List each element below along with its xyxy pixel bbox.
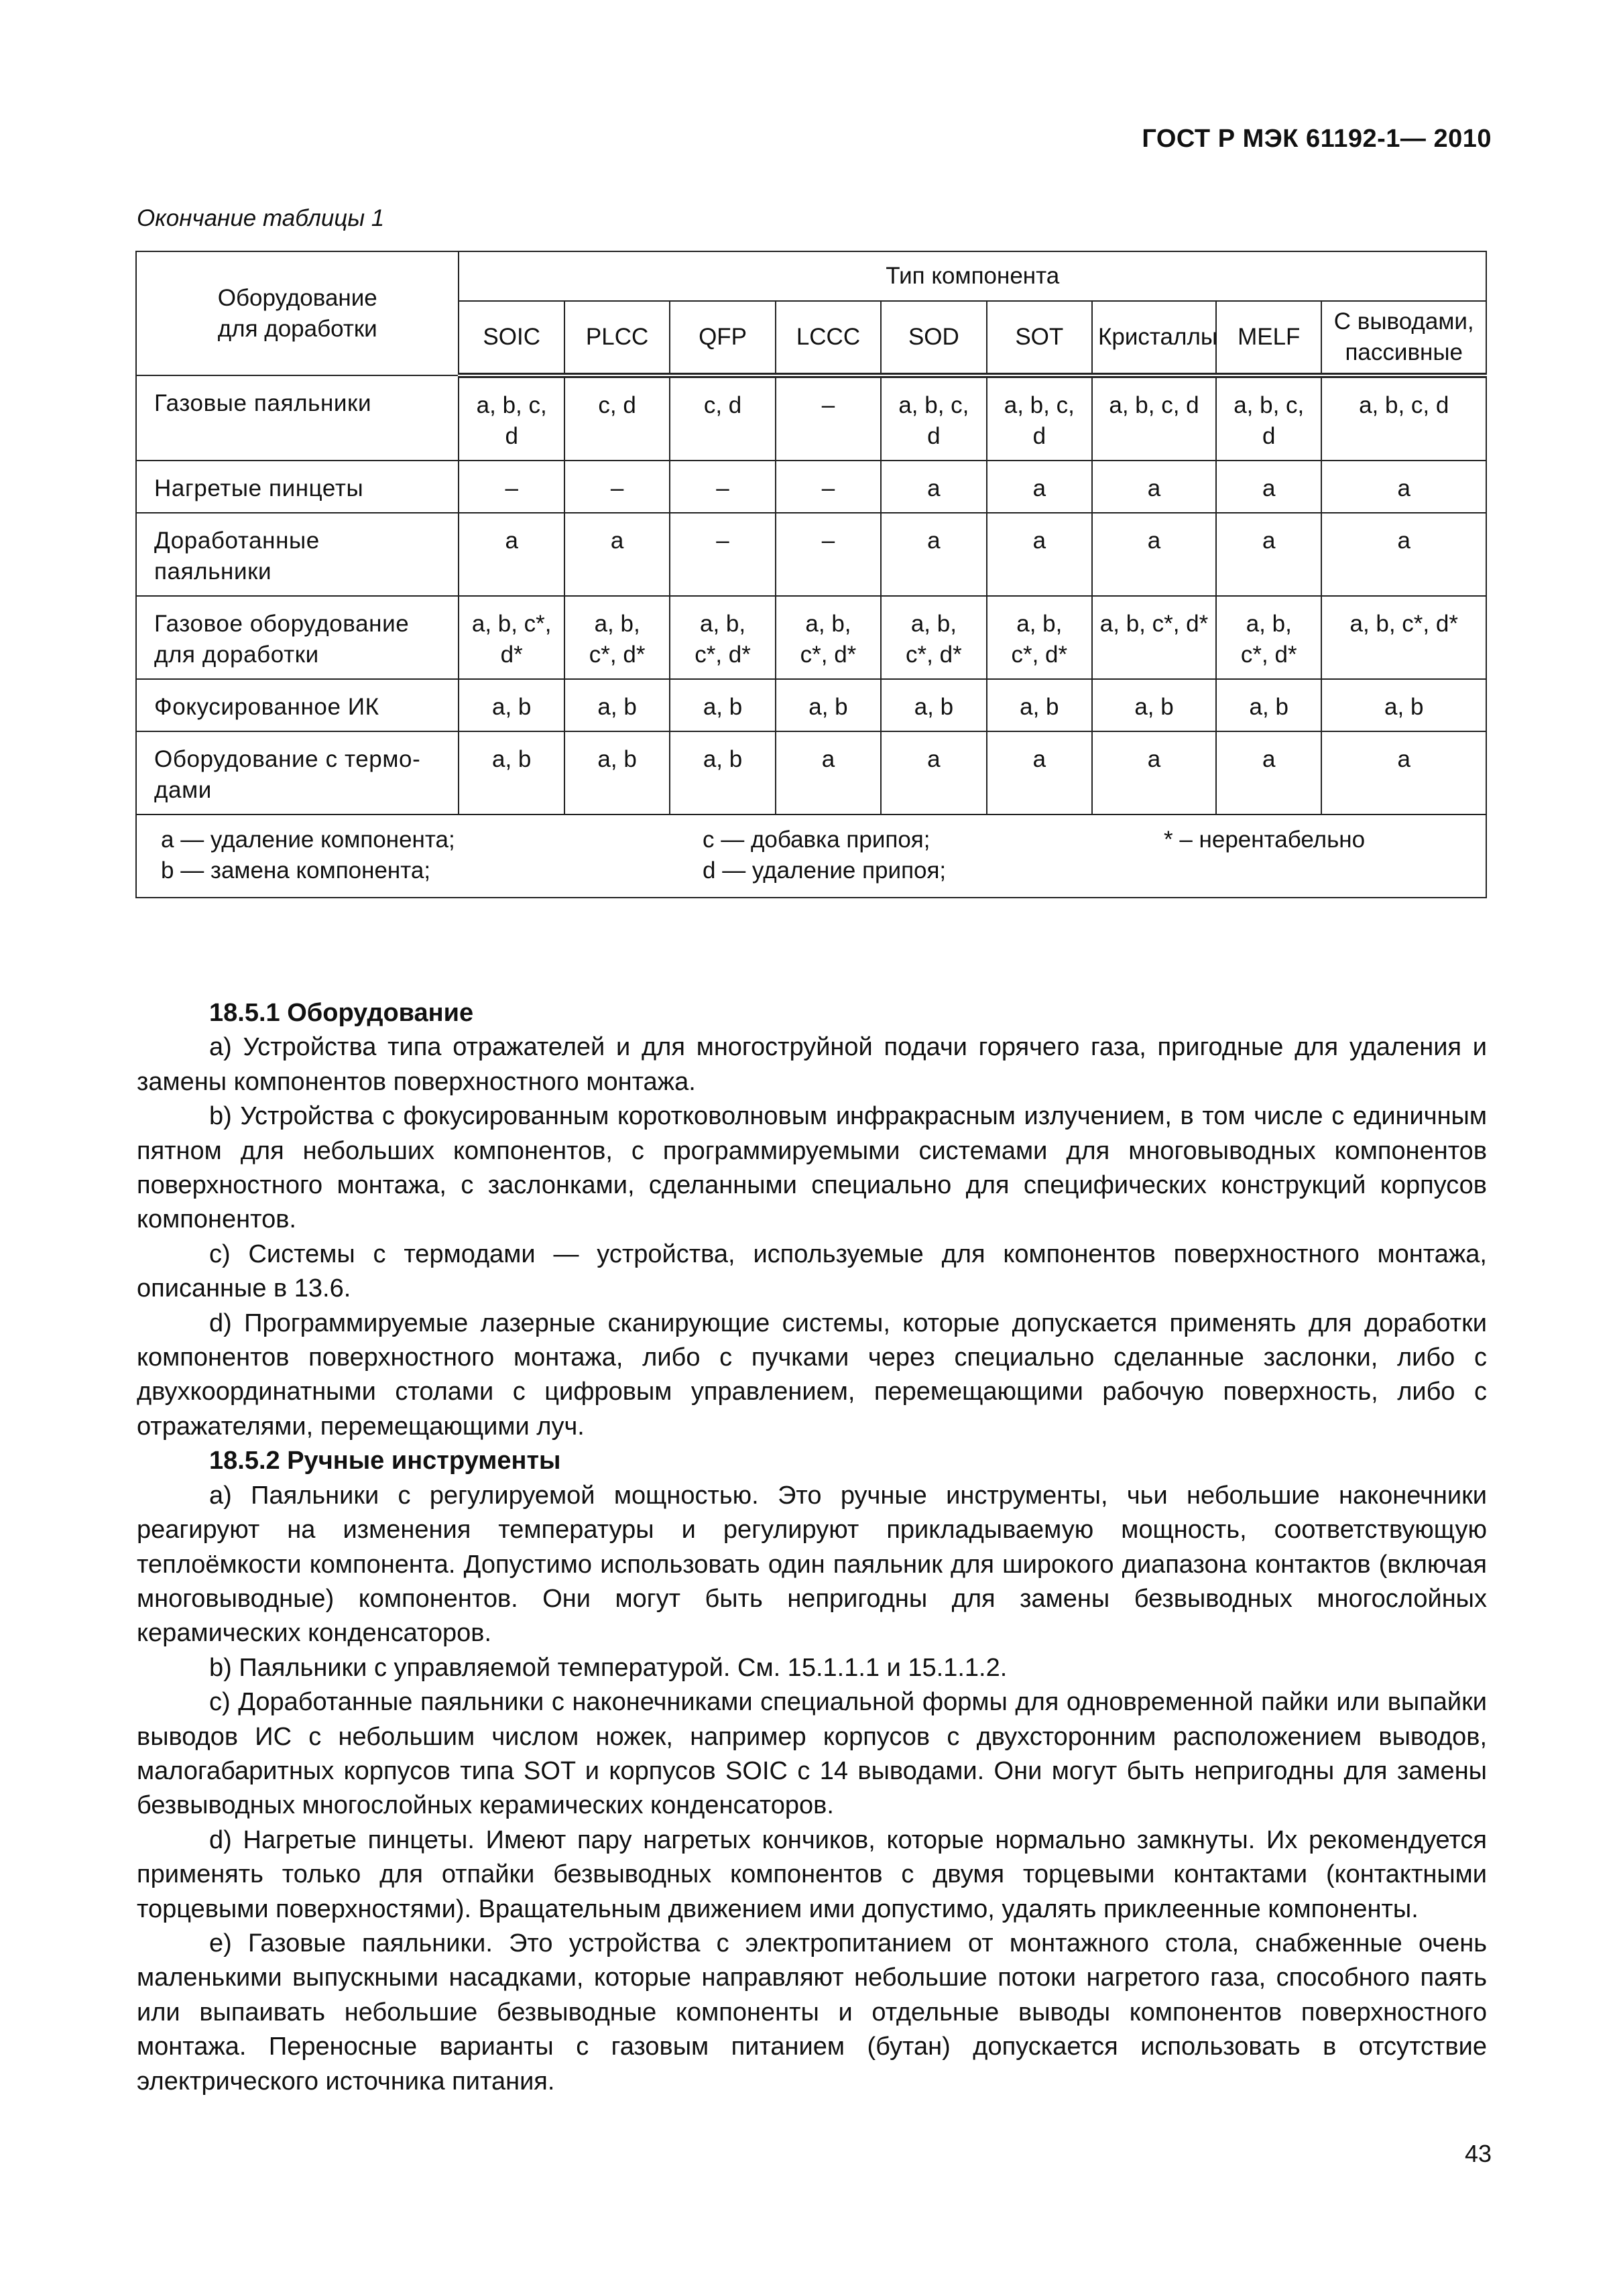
- standard-header: ГОСТ Р МЭК 61192-1— 2010: [1142, 125, 1492, 153]
- cell-line: a, b, c, d: [1359, 392, 1449, 418]
- legend-item: b — замена компонента;: [161, 857, 431, 884]
- row-label-line: Нагретые пинцеты: [154, 475, 364, 501]
- cell-line: d: [927, 423, 941, 449]
- paragraph: a) Паяльники с регулируемой мощностью. Это ручные инструменты, чьи небольшие наконечники реагируют на изменения температуры и регулируют прикладываемую мощность, соответствующую теплоёмкости компонента. Допустимо использовать один паяльник для широкого диапазона контактов (включая многовыводные) компонентов. Они могут быть непригодны для замены безвыводных многослойных керамических конденсаторов.: [137, 1481, 1487, 1648]
- cell-line: a: [1147, 528, 1161, 554]
- paragraph: c) Системы с термодами — устройства, используемые для компонентов поверхностного монтажа, описанные в 13.6.: [137, 1240, 1487, 1303]
- table-row: [136, 731, 1486, 814]
- cell-line: a: [1032, 528, 1046, 554]
- component-column-header: [987, 301, 1092, 375]
- table-cell: [1092, 596, 1216, 679]
- column-header-line: QFP: [699, 324, 747, 350]
- paragraph: d) Программируемые лазерные сканирующие системы, которые допускается применять для доработки компонентов поверхностного монтажа, либо с пучками через специально сделанные заслонки, либо с двухкоординатными столами с цифровым управлением, перемещающими рабочую поверхность, либо с отражателями, перемещающими луч.: [137, 1309, 1487, 1441]
- cell-line: a, b: [1020, 694, 1059, 720]
- section-heading: 18.5.2 Ручные инструменты: [209, 1447, 561, 1475]
- table-cell: [564, 461, 670, 513]
- column-header-line: MELF: [1238, 324, 1301, 350]
- cell-line: c, d: [598, 392, 636, 418]
- table-row: [136, 513, 1486, 596]
- row-label-line: паяльники: [154, 558, 272, 585]
- cell-line: a, b: [492, 746, 532, 772]
- cell-line: d: [1262, 423, 1276, 449]
- row-label-line: дами: [154, 777, 212, 803]
- table-cell: [1092, 513, 1216, 596]
- table-cell: [1321, 513, 1486, 596]
- cell-line: a, b,: [910, 611, 957, 637]
- component-rework-table: [135, 251, 1487, 898]
- cell-line: a, b, c,: [1004, 392, 1075, 418]
- legend-column: [1164, 825, 1469, 886]
- section-heading: 18.5.1 Оборудование: [209, 999, 474, 1027]
- cell-line: a, b,: [1016, 611, 1063, 637]
- table-cell: [459, 679, 564, 731]
- column-header-line: С выводами,: [1333, 308, 1474, 335]
- cell-line: –: [821, 475, 835, 501]
- table-row: [136, 461, 1486, 513]
- paragraph: b) Устройства с фокусированным коротковолновым инфракрасным излучением, в том числе с единичным пятном для небольших компонентов, с программируемыми системами для многовыводных компонентов поверхностного монтажа, с заслонками, сделанными специально для специфических конструкций корпусов компонентов.: [137, 1102, 1487, 1234]
- table-row: [136, 596, 1486, 679]
- table-legend: [136, 814, 1486, 898]
- cell-line: a, b, c*, d*: [1099, 611, 1209, 637]
- table-cell: [564, 513, 670, 596]
- cell-line: c*, d*: [906, 642, 962, 668]
- equipment-column-header: [136, 251, 459, 375]
- cell-line: c*, d*: [800, 642, 857, 668]
- cell-line: c*, d*: [589, 642, 646, 668]
- cell-line: a, b,: [594, 611, 640, 637]
- table-cell: [670, 731, 775, 814]
- document-body: [137, 996, 1487, 2099]
- column-header-line: SOT: [1015, 324, 1064, 350]
- cell-line: a, b, c*,: [471, 611, 552, 637]
- table-cell: [1216, 375, 1321, 461]
- cell-line: a, b: [914, 694, 954, 720]
- cell-line: –: [716, 475, 729, 501]
- table-cell: [776, 596, 881, 679]
- cell-line: a: [1032, 475, 1046, 501]
- cell-line: a, b: [703, 694, 743, 720]
- cell-line: a, b: [1249, 694, 1288, 720]
- paragraph: d) Нагретые пинцеты. Имеют пару нагретых кончиков, которые нормально замкнуты. Их рекомендуется применять только для отпайки безвыводных компонентов с двумя торцевыми контактами (контактными торцевыми поверхностями). Вращательным движением ими допустимо, удалять приклеенные компоненты.: [137, 1825, 1487, 1923]
- cell-line: a: [1397, 528, 1410, 554]
- table-cell: [881, 596, 986, 679]
- legend-item: c — добавка припоя;: [703, 827, 930, 853]
- row-label: [136, 596, 459, 679]
- cell-line: a: [927, 475, 941, 501]
- legend-column: [703, 825, 1164, 886]
- table-cell: [1092, 731, 1216, 814]
- cell-line: a, b: [1134, 694, 1174, 720]
- row-label: [136, 731, 459, 814]
- table-cell: [881, 731, 986, 814]
- cell-line: a, b, c*, d*: [1349, 611, 1458, 637]
- cell-line: a: [821, 746, 835, 772]
- table-cell: [987, 731, 1092, 814]
- component-column-header: [670, 301, 775, 375]
- cell-line: a: [927, 746, 941, 772]
- table-cell: [459, 731, 564, 814]
- table-cell: [1216, 596, 1321, 679]
- cell-line: a, b,: [1246, 611, 1292, 637]
- legend-item: * – нерентабельно: [1164, 827, 1366, 853]
- table-cell: [987, 375, 1092, 461]
- table-cell: [670, 596, 775, 679]
- column-header-line: пассивные: [1345, 339, 1463, 365]
- row-label-line: для доработки: [154, 642, 319, 668]
- table-cell: [881, 513, 986, 596]
- column-header-line: Кристаллы: [1098, 324, 1218, 350]
- cell-line: a, b, c, d: [1109, 392, 1199, 418]
- cell-line: a: [1397, 746, 1410, 772]
- table-cell: [987, 461, 1092, 513]
- cell-line: a: [1397, 475, 1410, 501]
- cell-line: –: [505, 475, 518, 501]
- table-cell: [459, 461, 564, 513]
- equipment-header-line: Оборудование: [217, 284, 377, 311]
- row-label-line: Оборудование с термо-: [154, 746, 421, 772]
- row-label: [136, 375, 459, 461]
- paragraph: c) Доработанные паяльники с наконечниками специальной формы для одновременной пайки или выпайки выводов ИС с небольшим числом ножек, например корпусов с двухсторонним расположением выводов, малогабаритных корпусов типа SOT и корпусов SOIC с 14 выводами. Они могут быть непригодны для замены безвыводных многослойных керамических конденсаторов.: [137, 1688, 1487, 1820]
- table-cell: [564, 731, 670, 814]
- column-header-line: SOD: [908, 324, 959, 350]
- cell-line: a: [927, 528, 941, 554]
- cell-line: a: [610, 528, 624, 554]
- column-header-line: PLCC: [585, 324, 649, 350]
- cell-line: a, b, c,: [1234, 392, 1305, 418]
- table-cell: [987, 679, 1092, 731]
- paragraph: a) Устройства типа отражателей и для многоструйной подачи горячего газа, пригодные для удаления и замены компонентов поверхностного монтажа.: [137, 1033, 1487, 1096]
- table-cell: [881, 375, 986, 461]
- cell-line: a: [1032, 746, 1046, 772]
- component-column-header: [1321, 301, 1486, 375]
- cell-line: a, b,: [699, 611, 746, 637]
- column-header-line: SOIC: [483, 324, 540, 350]
- table-cell: [776, 731, 881, 814]
- component-column-header: [881, 301, 986, 375]
- paragraph: e) Газовые паяльники. Это устройства с электропитанием от монтажного стола, снабженные очень маленькими выпускными насадками, которые направляют небольшие потоки нагретого газа, способного паять или выпаивать небольшие безвыводные компоненты и отдельные выводы компонентов поверхностного монтажа. Переносные варианты с газовым питанием (бутан) допускается использовать в отсутствие электрического источника питания.: [137, 1929, 1487, 2096]
- table-cell: [1321, 375, 1486, 461]
- page-number: 43: [1464, 2140, 1492, 2167]
- table-cell: [1092, 375, 1216, 461]
- table-cell: [1216, 461, 1321, 513]
- cell-line: a: [1147, 475, 1161, 501]
- row-label: [136, 461, 459, 513]
- table-cell: [670, 679, 775, 731]
- table-cell: [1216, 731, 1321, 814]
- cell-line: a, b: [1384, 694, 1424, 720]
- cell-line: c, d: [703, 392, 742, 418]
- row-label-line: Доработанные: [154, 528, 320, 554]
- cell-line: c*, d*: [695, 642, 751, 668]
- equipment-header-line: для доработки: [217, 315, 377, 342]
- cell-line: –: [821, 392, 835, 418]
- table-cell: [1092, 461, 1216, 513]
- table-cell: [459, 596, 564, 679]
- cell-line: a: [505, 528, 518, 554]
- cell-line: a, b: [703, 746, 743, 772]
- table-cell: [1321, 596, 1486, 679]
- table-cell: [881, 679, 986, 731]
- cell-line: –: [716, 528, 729, 554]
- table-row: [136, 679, 1486, 731]
- table-cell: [564, 679, 670, 731]
- cell-line: a, b: [597, 694, 637, 720]
- table-cell: [564, 596, 670, 679]
- table-cell: [670, 513, 775, 596]
- table-cell: [776, 679, 881, 731]
- table-cell: [1321, 679, 1486, 731]
- table-cell: [564, 375, 670, 461]
- row-label-line: Газовое оборудование: [154, 611, 410, 637]
- cell-line: –: [610, 475, 624, 501]
- legend-column: [161, 825, 703, 886]
- table-cell: [1216, 513, 1321, 596]
- component-type-header: Тип компонента: [459, 251, 1486, 301]
- table-cell: [670, 375, 775, 461]
- row-label-line: Фокусированное ИК: [154, 694, 379, 720]
- cell-line: a, b,: [805, 611, 851, 637]
- row-label: [136, 679, 459, 731]
- table-cell: [459, 513, 564, 596]
- component-column-header: [459, 301, 564, 375]
- cell-line: d: [505, 423, 518, 449]
- component-column-header: [1092, 301, 1216, 375]
- cell-line: a, b, c,: [476, 392, 547, 418]
- table-cell: [1321, 731, 1486, 814]
- table-caption: Окончание таблицы 1: [137, 205, 385, 231]
- component-column-header: [776, 301, 881, 375]
- legend-item: a — удаление компонента;: [161, 827, 455, 853]
- cell-line: a, b, c,: [898, 392, 969, 418]
- column-header-line: LCCC: [796, 324, 861, 350]
- component-column-header: [1216, 301, 1321, 375]
- legend-item: d — удаление припоя;: [703, 857, 947, 884]
- table-cell: [1092, 679, 1216, 731]
- table-cell: [1321, 461, 1486, 513]
- table-row: [136, 375, 1486, 461]
- table-cell: [881, 461, 986, 513]
- cell-line: d*: [500, 642, 523, 668]
- cell-line: a: [1147, 746, 1161, 772]
- table-cell: [987, 596, 1092, 679]
- table-cell: [670, 461, 775, 513]
- row-label: [136, 513, 459, 596]
- table-cell: [776, 375, 881, 461]
- cell-line: a, b: [597, 746, 637, 772]
- cell-line: a: [1262, 528, 1276, 554]
- row-label-line: Газовые паяльники: [154, 390, 372, 416]
- cell-line: a, b: [808, 694, 848, 720]
- cell-line: d: [1032, 423, 1046, 449]
- table-cell: [459, 375, 564, 461]
- paragraph: b) Паяльники с управляемой температурой. См. 15.1.1.1 и 15.1.1.2.: [209, 1653, 1008, 1682]
- cell-line: a: [1262, 475, 1276, 501]
- cell-line: c*, d*: [1011, 642, 1068, 668]
- table-cell: [1216, 679, 1321, 731]
- table-cell: [776, 461, 881, 513]
- cell-line: a, b: [492, 694, 532, 720]
- cell-line: –: [821, 528, 835, 554]
- table-cell: [776, 513, 881, 596]
- cell-line: a: [1262, 746, 1276, 772]
- component-column-header: [564, 301, 670, 375]
- cell-line: c*, d*: [1240, 642, 1297, 668]
- table-cell: [987, 513, 1092, 596]
